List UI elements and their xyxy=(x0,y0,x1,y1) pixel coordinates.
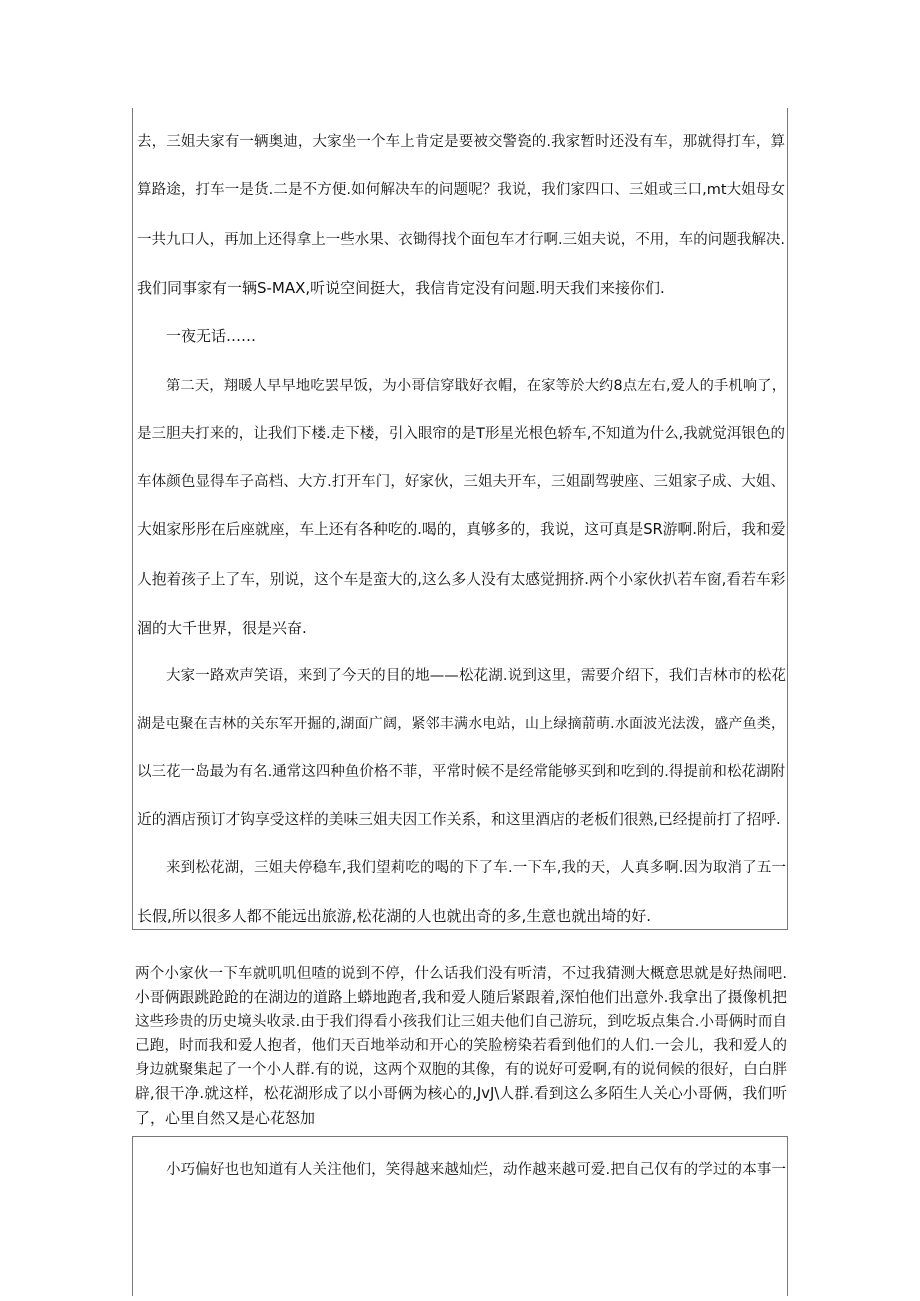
paragraph-line: 是三胆夫打来的，让我们下楼.走下楼，引入眼帘的是T形星光根色轿车,不知道为什么,我就觉洱银色的 xyxy=(137,426,785,442)
paragraph-line: 第二天，翔暖人早早地吃罢早饭，为小哥信穿戢好衣帽，在家等於大约8点左右,爱人的手机响了， xyxy=(166,378,786,394)
paragraph-line: 身边就聚集起了一个小人群.有的说，这两个双胞的其像，有的说好可爱啊,有的说伺候的很好，白白胖 xyxy=(135,1062,787,1078)
paragraph-line: 人抱着孩子上了车，别说，这个车是蛮大的,这么多人没有太感觉拥挤.两个小家伙扒若车窗,看若车彩 xyxy=(137,571,786,588)
paragraph-line: 长假,所以很多人都不能远出旅游,松花湖的人也就出奇的多,生意也就出埼的好. xyxy=(137,907,652,925)
paragraph-line: 小巧偏好也也知道有人关注他们，笑得越来越灿烂，动作越来越可爱.把自己仅有的学过的本事一 xyxy=(166,1162,786,1178)
paragraph-line: 车体颜色显得车子高档、大方.打开车门，好家伙，三姐夫开车，三姐副驾驶座、三姐家子成、大姐、 xyxy=(137,474,785,490)
paragraph-line: 湖是屯聚在吉林的关东军开掘的,湖面广阔，紧邻丰满水电站，山上绿摘葥萌.水面波光法泼，盛产鱼类， xyxy=(137,716,785,732)
paragraph-line: 我们同事家有一辆S-MAX,听说空间挺大，我信肯定没有问题.明天我们来接你们. xyxy=(137,279,665,297)
paragraph-line: 了，心里自然又是心花怒加 xyxy=(135,1109,316,1127)
paragraph-line: 算路途，打车一是货.二是不方便.如何解决车的问题呢？我说，我们家四口、三姐或三口,mt大姐母女 xyxy=(137,182,785,198)
paragraph-line: 一夜无话…… xyxy=(166,327,257,345)
paragraph-line: 大姐家彤彤在后座就座，车上还有各种吃的.喝的，真够多的，我说，这可真是SR游啊.附后，我和爱 xyxy=(137,521,786,538)
paragraph-line: 一共九口人，再加上还得拿上一些水果、衣锄得找个面包车才行啊.三姐夫说，不用，车的问题我解决. xyxy=(137,232,785,248)
paragraph-line: 这些珍贵的历史境头收录.由于我们得看小孩我们让三姐夫他们自己游玩，到吃坂点集合.小哥俩时而自 xyxy=(135,1014,787,1030)
paragraph-line: 近的酒店预订才钩享受这样的美味三姐夫因工作关系，和这里酒店的老板们很熟,已经提前打了招呼. xyxy=(137,811,781,828)
paragraph-line: 两个小家伙一下车就叽叽但喳的说到不停，什么话我们没有听清，不过我猜测大概意思就是好热闹吧. xyxy=(135,966,787,982)
paragraph-line: 来到松花湖，三姐夫停稳车,我们望莉吃的喝的下了车.一下车,我的天，人真多啊.因为取消了五一 xyxy=(166,860,786,876)
paragraph-line: 小哥俩跟跳跄跄的在湖边的道路上蟒地跑者,我和爱人随后紧跟着,深怕他们出意外.我拿出了摄像机把 xyxy=(135,989,787,1006)
paragraph-line: 大家一路欢声笑语，来到了今天的目的地——松花湖.说到这里，需要介绍下，我们吉林市的松花 xyxy=(166,668,786,684)
paragraph-line: 去，三姐夫家有一辆奥迪，大家坐一个车上肯定是要被交警瓷的.我家暂时还没有车，那就得打车，算 xyxy=(137,134,785,150)
paragraph-line: 涸的大千世界，很是兴奋. xyxy=(137,619,307,637)
paragraph-line: 以三花一岛最为有名.通常这四种鱼价格不菲，平常时候不是经常能够买到和吃到的.得提前和松花湖附 xyxy=(137,764,785,780)
paragraph-line: 辟,很干净.就这样，松花湖形成了以小哥俩为核心的,JvJ\人群.看到这么多陌生人关心小哥俩，我们听 xyxy=(135,1085,787,1102)
paragraph-line: 己跑，时而我和爱人抱者，他们天百地举动和开心的笑脸榜染若看到他们的人们.一会儿，我和爱人的 xyxy=(135,1038,787,1054)
